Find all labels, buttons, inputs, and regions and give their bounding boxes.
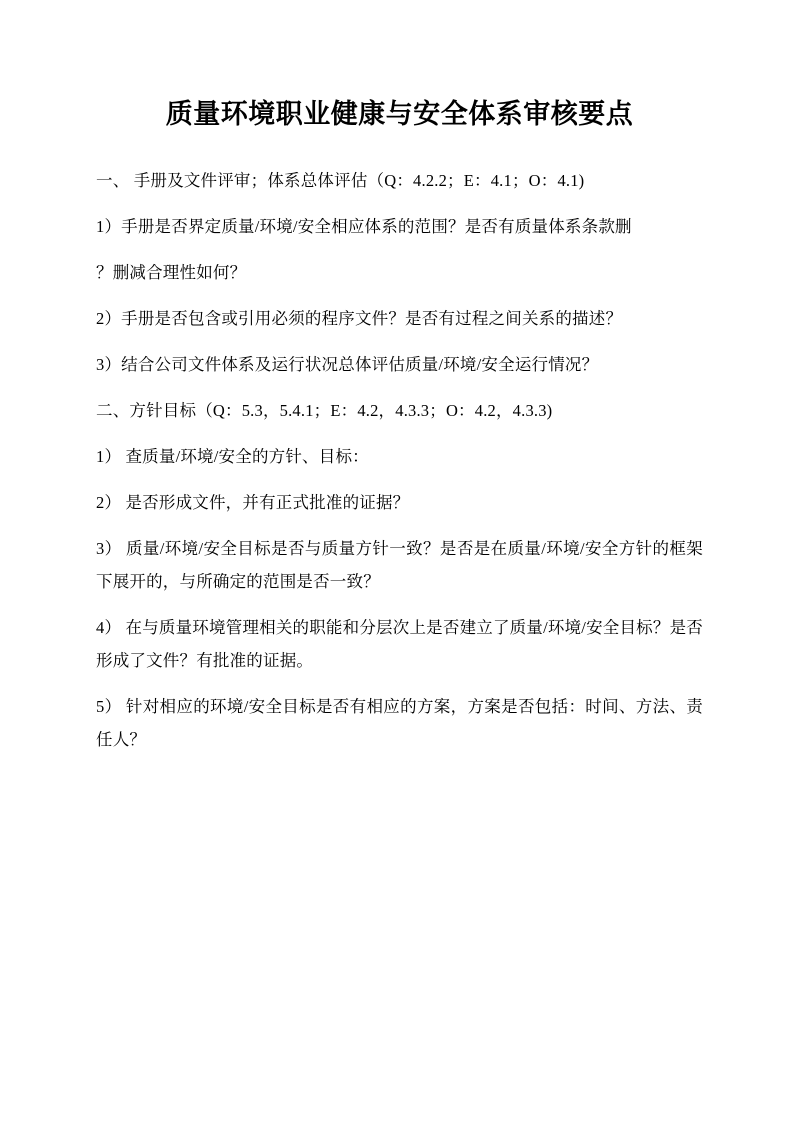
paragraph-11: 5） 针对相应的环境/安全目标是否有相应的方案，方案是否包括：时间、方法、责任人？ <box>96 696 703 749</box>
paragraph-4: 2）手册是否包含或引用必须的程序文件？是否有过程之间关系的描述？ <box>96 308 623 328</box>
paragraph-8: 2） 是否形成文件，并有正式批准的证据？ <box>96 492 410 512</box>
paragraph-2: 1）手册是否界定质量/环境/安全相应体系的范围？是否有质量体系条款删 <box>96 216 632 236</box>
paragraph-1: 一、 手册及文件评审；体系总体评估（Q：4.2.2；E：4.1；O：4.1) <box>96 170 585 190</box>
paragraph-10: 4） 在与质量环境管理相关的职能和分层次上是否建立了质量/环境/安全目标？是否形成了文件？有批准的证据。 <box>96 617 703 670</box>
paragraph-5: 3）结合公司文件体系及运行状况总体评估质量/环境/安全运行情况？ <box>96 354 599 374</box>
paragraph-3: ？删减合理性如何？ <box>96 262 247 282</box>
paragraph-6: 二、方针目标（Q：5.3，5.4.1；E：4.2，4.3.3；O：4.2，4.3.3) <box>96 400 553 420</box>
page-title: 质量环境职业健康与安全体系审核要点 <box>165 99 634 129</box>
paragraph-7: 1） 查质量/环境/安全的方针、目标： <box>96 446 369 466</box>
paragraph-9: 3） 质量/环境/安全目标是否与质量方针一致？是否是在质量/环境/安全方针的框架下展开的，与所确定的范围是否一致？ <box>96 538 703 591</box>
